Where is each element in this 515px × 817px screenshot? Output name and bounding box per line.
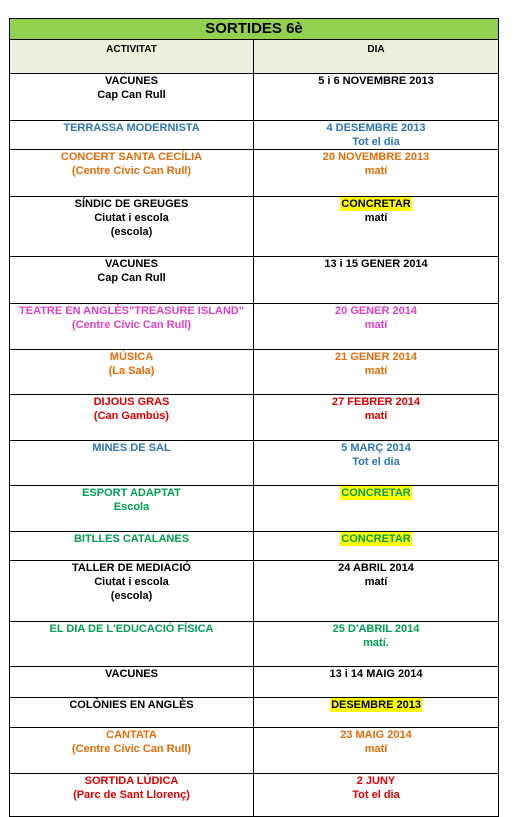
date-line: matí: [364, 212, 388, 224]
table-row: [10, 728, 499, 774]
activity-line: DIJOUS GRAS: [93, 396, 170, 408]
activity-line: EL DIA DE L'EDUCACIÓ FÍSICA: [49, 623, 214, 635]
date-line: matí: [364, 576, 388, 588]
activity-line: TERRASSA MODERNISTA: [63, 122, 200, 134]
table-row: [10, 121, 499, 150]
activity-line: COLÒNIES EN ANGLÈS: [69, 699, 194, 711]
date-line: CONCRETAR: [341, 533, 411, 545]
table-row: [10, 486, 499, 532]
activity-cell: [10, 774, 254, 817]
date-line: matí: [364, 743, 388, 755]
activity-cell: [10, 532, 254, 561]
date-line: 2 JUNY: [356, 775, 396, 787]
date-cell: [254, 486, 499, 532]
date-line: 5 MARÇ 2014: [341, 442, 411, 454]
activity-line: MÚSICA: [109, 351, 154, 363]
date-cell: [254, 150, 499, 197]
activity-line: Cap Can Rull: [97, 272, 166, 284]
date-line: 21 GENER 2014: [335, 351, 417, 363]
activity-line: (Centre Cívic Can Rull): [71, 165, 192, 177]
activity-line: Cap Can Rull: [97, 89, 166, 101]
activity-cell: [10, 150, 254, 197]
date-cell: [254, 561, 499, 622]
date-line: 4 DESEMBRE 2013: [326, 122, 426, 134]
table-row: [10, 304, 499, 350]
table-row: [10, 441, 499, 486]
activity-line: (Centre Cívic Can Rull): [71, 319, 192, 331]
activity-line: TEATRE EN ANGLÈS"TREASURE ISLAND": [19, 305, 244, 317]
activity-cell: [10, 197, 254, 257]
date-cell: [254, 728, 499, 774]
date-cell: [254, 774, 499, 817]
date-line: matí: [364, 365, 388, 377]
activity-line: (La Sala): [108, 365, 155, 377]
activity-line: (escola): [110, 590, 153, 602]
date-line: matí.: [363, 637, 389, 649]
date-line: Tot el dia: [352, 136, 400, 148]
activity-cell: [10, 257, 254, 304]
table-row: [10, 74, 499, 121]
activity-cell: [10, 622, 254, 667]
date-line: matí: [364, 319, 388, 331]
date-line: 27 FEBRER 2014: [331, 396, 421, 408]
activity-header: ACTIVITAT: [10, 40, 254, 74]
activity-cell: [10, 728, 254, 774]
activity-line: VACUNES: [105, 258, 158, 270]
activity-line: BITLLES CATALANES: [73, 533, 190, 545]
date-cell: [254, 667, 499, 698]
date-line: 5 i 6 NOVEMBRE 2013: [318, 75, 434, 87]
date-line: 25 D'ABRIL 2014: [332, 623, 420, 635]
date-header: DIA: [254, 40, 499, 74]
title-row: [10, 19, 499, 40]
date-cell: [254, 698, 499, 728]
date-line: CONCRETAR: [341, 198, 411, 210]
table-row: [10, 350, 499, 395]
date-line: matí: [364, 165, 388, 177]
activity-line: Escola: [113, 501, 150, 513]
activity-line: (Can Gambús): [93, 410, 170, 422]
date-line: Tot el dia: [352, 456, 400, 468]
activity-line: (Parc de Sant Llorenç): [73, 789, 190, 801]
date-cell: [254, 441, 499, 486]
date-cell: [254, 257, 499, 304]
date-cell: [254, 532, 499, 561]
date-cell: [254, 121, 499, 150]
date-line: matí: [364, 410, 388, 422]
activity-line: SORTIDA LÚDICA: [84, 775, 179, 787]
activity-cell: [10, 486, 254, 532]
date-line: 13 i 15 GENER 2014: [324, 258, 428, 270]
activity-line: Ciutat i escola: [94, 576, 169, 588]
activity-line: ESPORT ADAPTAT: [82, 487, 181, 499]
activity-cell: [10, 350, 254, 395]
date-line: CONCRETAR: [341, 487, 411, 499]
activity-cell: [10, 395, 254, 441]
activity-line: CONCERT SANTA CECÍLIA: [60, 151, 203, 163]
table-row: [10, 257, 499, 304]
date-line: DESEMBRE 2013: [331, 699, 421, 711]
table-row: [10, 197, 499, 257]
activity-line: (escola): [110, 226, 153, 238]
table-row: [10, 532, 499, 561]
header-row: [10, 40, 499, 74]
date-cell: [254, 74, 499, 121]
date-line: 23 MAIG 2014: [340, 729, 412, 741]
activity-cell: [10, 441, 254, 486]
activity-line: Ciutat i escola: [94, 212, 169, 224]
date-line: 20 NOVEMBRE 2013: [322, 151, 430, 163]
table-row: [10, 150, 499, 197]
table-row: [10, 395, 499, 441]
activity-cell: [10, 698, 254, 728]
activity-cell: [10, 304, 254, 350]
table-row: [10, 561, 499, 622]
date-cell: [254, 197, 499, 257]
date-cell: [254, 304, 499, 350]
activity-line: MINES DE SAL: [92, 442, 171, 454]
activity-line: VACUNES: [105, 668, 158, 680]
table-row: [10, 667, 499, 698]
activity-line: VACUNES: [105, 75, 158, 87]
table-title: SORTIDES 6è: [10, 19, 499, 40]
activity-line: TALLER DE MEDIACIÓ: [72, 562, 191, 574]
activity-cell: [10, 561, 254, 622]
activity-line: SÍNDIC DE GREUGES: [74, 198, 189, 210]
date-cell: [254, 622, 499, 667]
activity-line: CANTATA: [106, 729, 157, 741]
activity-cell: [10, 121, 254, 150]
outings-table: [9, 18, 499, 817]
table-row: [10, 698, 499, 728]
outings-sheet: [9, 18, 498, 817]
date-line: Tot el dia: [352, 789, 400, 801]
date-line: 20 GENER 2014: [335, 305, 417, 317]
table-row: [10, 622, 499, 667]
activity-line: (Centre Cívic Can Rull): [71, 743, 192, 755]
date-line: 13 i 14 MAIG 2014: [329, 668, 423, 680]
date-cell: [254, 395, 499, 441]
date-line: 24 ABRIL 2014: [338, 562, 414, 574]
activity-cell: [10, 667, 254, 698]
activity-cell: [10, 74, 254, 121]
table-row: [10, 774, 499, 817]
date-cell: [254, 350, 499, 395]
